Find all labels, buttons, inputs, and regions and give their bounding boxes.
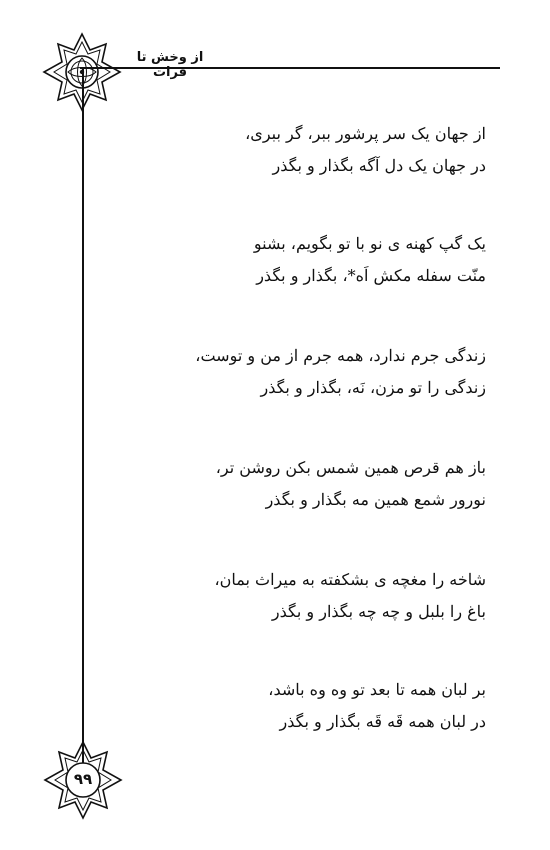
verse-line: شاخه را مغچه ی بشکفته به میراث بمان، bbox=[214, 570, 486, 589]
verse-line: زندگی را تو مزن، نَه، بگذار و بگذر bbox=[260, 378, 486, 397]
verse-line: زندگی جرم ندارد، همه جرم از من و توست، bbox=[195, 346, 486, 365]
verse-line: در جهان یک دل آگه بگذار و بگذر bbox=[272, 156, 486, 175]
running-header-title: از وخش تا فرات bbox=[136, 50, 204, 80]
page-number: ۹۹ bbox=[73, 770, 93, 788]
verse-line: بر لبان همه تا بعد تو وه وه باشد، bbox=[268, 680, 486, 699]
margin-rule bbox=[82, 68, 84, 780]
verse-line: باز هم قرص همین شمس بکن روشن تر، bbox=[215, 458, 486, 477]
verse-line: از جهان یک سر پرشور ببر، گر ببری، bbox=[245, 124, 486, 143]
verse-line: منّت سفله مکش اَه*، بگذار و بگذر bbox=[256, 266, 486, 285]
verse-line: در لبان همه قَه قَه بگذار و بگذر bbox=[279, 712, 486, 731]
verse-line: باغ را بلبل و چه چه بگذار و بگذر bbox=[271, 602, 486, 621]
ornament-top-icon bbox=[42, 32, 122, 112]
verse-line: نورور شمع همین مه بگذار و بگذر bbox=[265, 490, 486, 509]
verse-line: یک گپ کهنه ی نو با تو بگویم، بشنو bbox=[253, 234, 486, 253]
